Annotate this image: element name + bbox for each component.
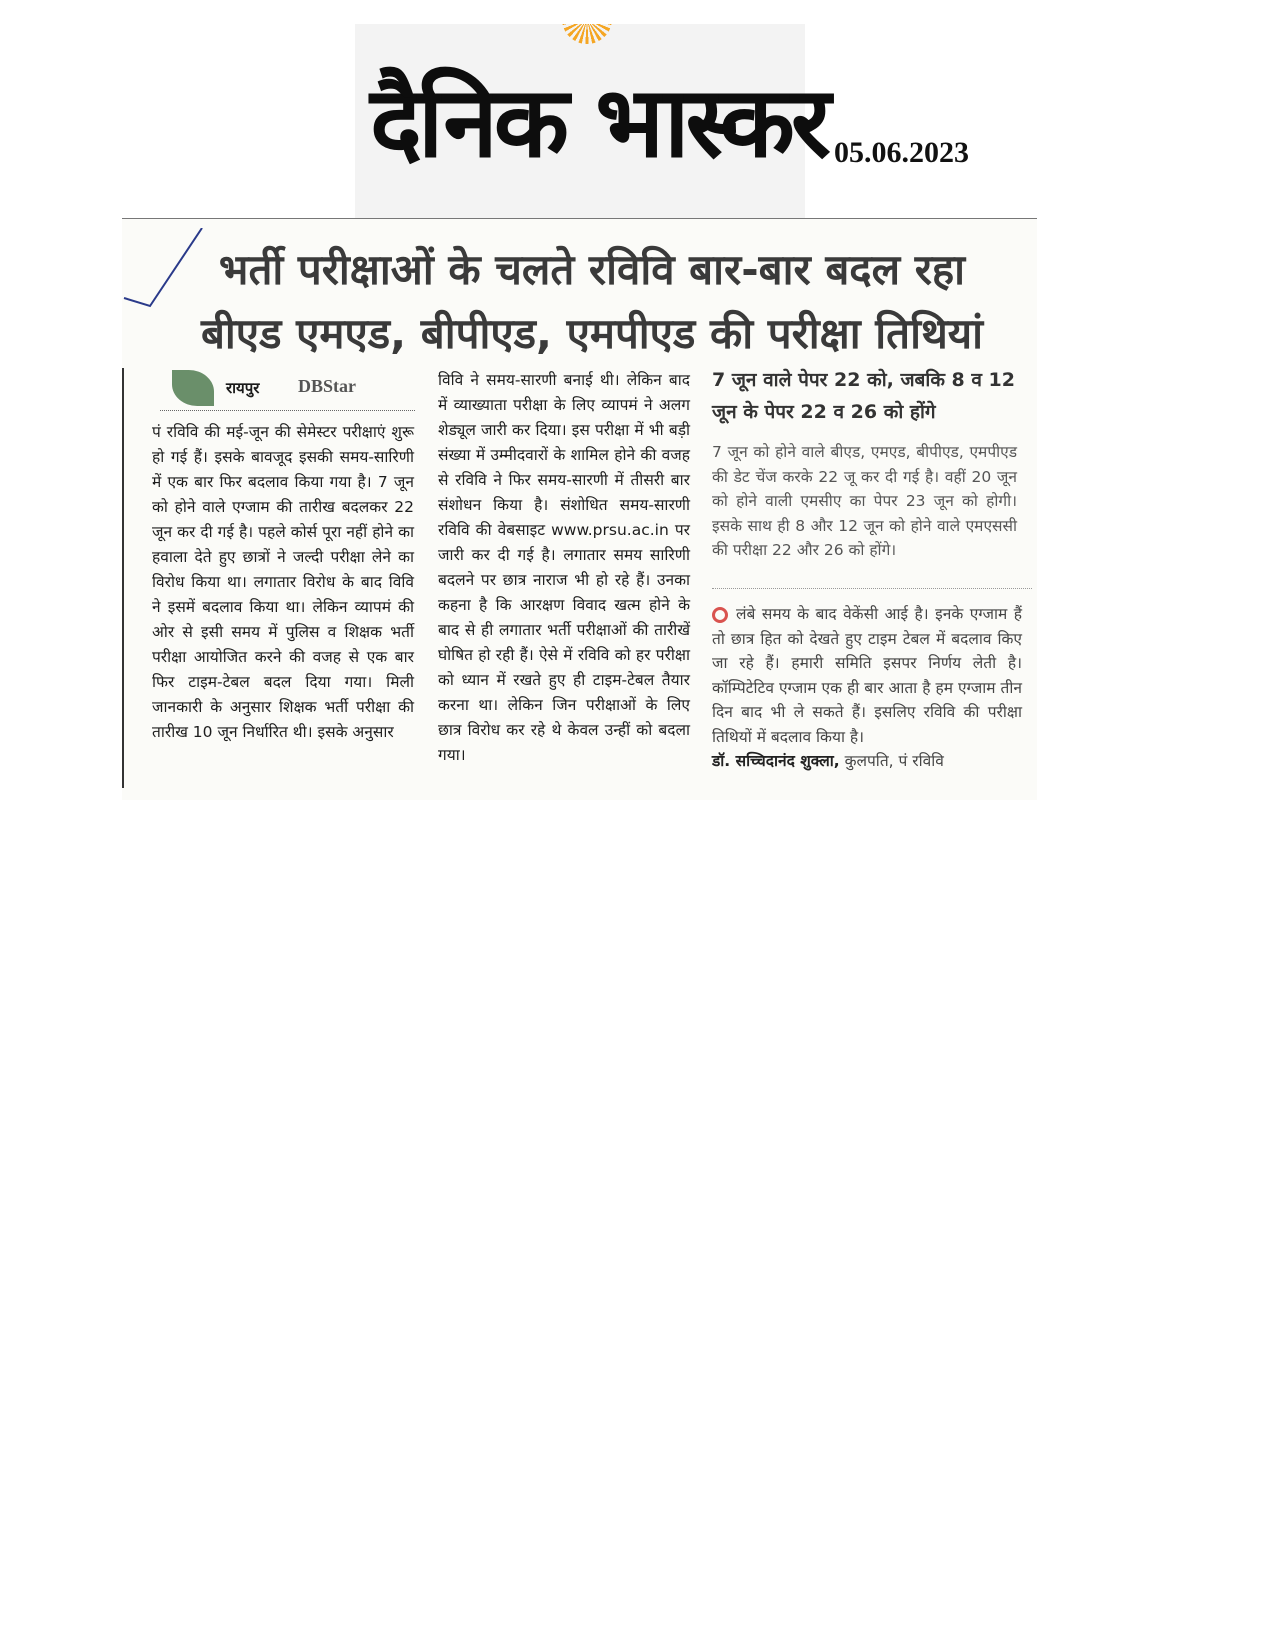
publication-date: 05.06.2023 — [834, 136, 969, 169]
divider — [712, 588, 1032, 589]
quote-text: लंबे समय के बाद वेकेंसी आई है। इनके एग्जाम हैं तो छात्र हित को देखते हुए टाइम टेबल में बदलाव किए जा रहे हैं। हमारी समिति इसपर निर्णय लेती है। कॉम्पिटेटिव एग्जाम एक ही बार आता है हम एग्जाम तीन दिन बाद भी ले सकते हैं। इसलिए रविवि की परीक्षा तिथियों में बदलाव किया है। — [712, 605, 1022, 746]
newspaper-name: दैनिक भास्कर — [370, 66, 827, 180]
byline — [160, 370, 415, 411]
quote-icon — [712, 607, 728, 623]
byline-brand: DBStar — [298, 376, 356, 396]
sun-icon — [558, 24, 616, 50]
article-column-2: विवि ने समय-सारणी बनाई थी। लेकिन बाद में व्याख्याता परीक्षा के लिए व्यापमं ने अलग शेड्यूल जारी कर दिया। इस परीक्षा में भी बड़ी संख्या में उम्मीदवारों के शामिल होने की वजह से रविवि ने फिर समय-सारणी में तीसरी बार संशोधन किया है। संशोधित समय-सारणी रविवि की वेबसाइट www.prsu.ac.in पर जारी कर दी गई है। लगातार समय सारिणी बदलने पर छात्र नाराज भी हो रहे हैं। उनका कहना है कि आरक्षण विवाद खत्म होने के बाद से ही लगातार भर्ती परीक्षाओं की तारीखें घोषित हो रही हैं। ऐसे में रविवि को हर परीक्षा को ध्यान में रखते हुए ही टाइम-टेबल तैयार करना था। लेकिन जिन परीक्षाओं के लिए छात्र विरोध कर रहे थे केवल उन्हीं को बदला गया। — [438, 371, 690, 764]
article-column-3: 7 जून को होने वाले बीएड, एमएड, बीपीएड, एमपीएड की डेट चेंज करके 22 जू कर दी गई है। वहीं 20 जून को होने वाली एमसीए का पेपर 23 जून को होगी।इसके साथ ही 8 और 12 जून को होने वाले एमएससी की परीक्षा 22 और 26 को होंगे। — [712, 443, 1017, 559]
byline-place: रायपुर — [226, 379, 260, 397]
headline-line-2: बीएड एमएड, बीपीएड, एमपीएड की परीक्षा तिथियां — [200, 309, 984, 358]
divider — [122, 218, 1037, 219]
quote-author: डॉ. सच्चिदानंद शुक्ला, — [712, 752, 840, 770]
headline-line-1: भर्ती परीक्षाओं के चलते रविवि बार-बार बदल रहा — [218, 245, 966, 294]
leaf-icon — [172, 370, 214, 406]
quote-box — [712, 602, 1022, 774]
headline — [152, 238, 1032, 366]
quote-author-title: कुलपति, पं रविवि — [844, 752, 944, 770]
masthead-logo — [355, 24, 827, 219]
subheading: 7 जून वाले पेपर 22 को, जबकि 8 व 12 जून के पेपर 22 व 26 को होंगे — [712, 369, 1015, 423]
column-rule — [122, 368, 124, 788]
news-clipping — [122, 218, 1037, 800]
article-column-1: पं रविवि की मई-जून की सेमेस्टर परीक्षाएं शुरू हो गई हैं। इसके बावजूद इसकी समय-सारिणी में एक बार फिर बदलाव किया गया है। 7 जून को होने वाले एग्जाम की तारीख बदलकर 22 जून कर दी गई है। पहले कोर्स पूरा नहीं होने का हवाला देते हुए छात्रों ने जल्दी परीक्षा लेने का विरोध किया था। लगातार विरोध के बाद विवि ने इसमें बदलाव किया था। लेकिन व्यापमं की ओर से इसी समय में पुलिस व शिक्षक भर्ती परीक्षा आयोजित करने की वजह से एक बार फिर टाइम-टेबल बदल दिया गया। मिली जानकारी के अनुसार शिक्षक भर्ती परीक्षा की तारीख 10 जून निर्धारित थी। इसके अनुसार — [152, 423, 414, 741]
